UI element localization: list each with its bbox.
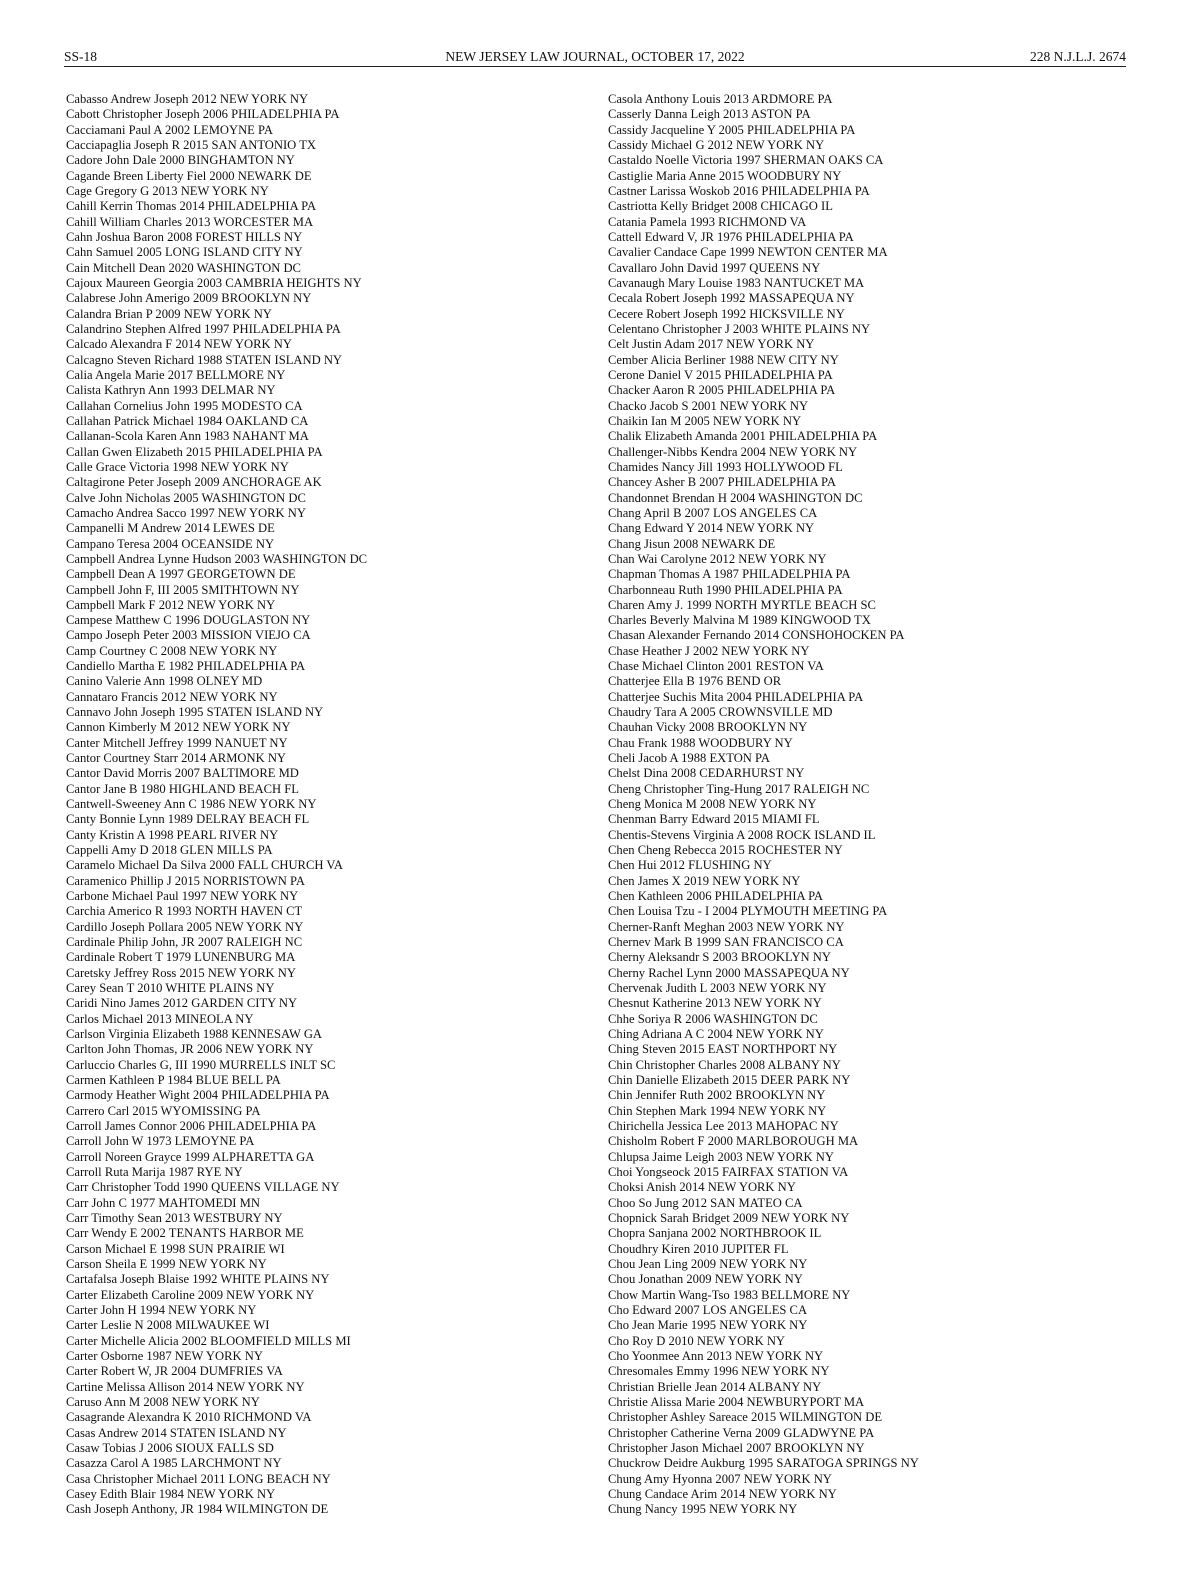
list-item: Cahill Kerrin Thomas 2014 PHILADELPHIA PA — [66, 199, 317, 214]
list-item: Carter Osborne 1987 NEW YORK NY — [66, 1348, 263, 1363]
list-item: Cember Alicia Berliner 1988 NEW CITY NY — [608, 352, 839, 367]
list-item: Cavanaugh Mary Louise 1983 NANTUCKET MA — [608, 275, 865, 290]
list-item: Chuckrow Deidre Aukburg 1995 SARATOGA SPRINGS NY — [608, 1456, 919, 1471]
list-item: Cantor David Morris 2007 BALTIMORE MD — [66, 766, 299, 781]
list-item: Chase Heather J 2002 NEW YORK NY — [608, 643, 810, 658]
list-item: Casey Edith Blair 1984 NEW YORK NY — [66, 1486, 276, 1501]
list-item: Chacko Jacob S 2001 NEW YORK NY — [608, 398, 809, 413]
list-item: Ching Steven 2015 EAST NORTHPORT NY — [608, 1042, 838, 1057]
list-item: Carlos Michael 2013 MINEOLA NY — [66, 1011, 254, 1026]
list-item: Carter Michelle Alicia 2002 BLOOMFIELD MILLS MI — [66, 1333, 351, 1348]
list-item: Carter Elizabeth Caroline 2009 NEW YORK NY — [66, 1287, 315, 1302]
list-item: Campese Matthew C 1996 DOUGLASTON NY — [66, 613, 311, 628]
list-item: Carr Christopher Todd 1990 QUEENS VILLAGE NY — [66, 1180, 340, 1195]
list-item: Cadore John Dale 2000 BINGHAMTON NY — [66, 153, 295, 168]
list-item: Calcado Alexandra F 2014 NEW YORK NY — [66, 337, 292, 352]
list-item: Casola Anthony Louis 2013 ARDMORE PA — [608, 92, 833, 106]
list-item: Cherny Rachel Lynn 2000 MASSAPEQUA NY — [608, 965, 850, 980]
list-item: Chlupsa Jaime Leigh 2003 NEW YORK NY — [608, 1149, 834, 1164]
list-item: Canty Kristin A 1998 PEARL RIVER NY — [66, 827, 279, 842]
list-item: Campbell Mark F 2012 NEW YORK NY — [66, 597, 276, 612]
list-item: Cho Roy D 2010 NEW YORK NY — [608, 1333, 786, 1348]
list-item: Christie Alissa Marie 2004 NEWBURYPORT MA — [608, 1394, 865, 1409]
list-item: Calia Angela Marie 2017 BELLMORE NY — [66, 367, 286, 382]
list-item: Chhe Soriya R 2006 WASHINGTON DC — [608, 1011, 818, 1026]
list-item: Charles Beverly Malvina M 1989 KINGWOOD TX — [608, 613, 871, 628]
list-item: Chamides Nancy Jill 1993 HOLLYWOOD FL — [608, 459, 843, 474]
list-item: Carr Timothy Sean 2013 WESTBURY NY — [66, 1210, 283, 1225]
list-item: Cardinale Philip John, JR 2007 RALEIGH NC — [66, 935, 303, 950]
list-item: Cassidy Michael G 2012 NEW YORK NY — [608, 137, 825, 152]
list-item: Cavalier Candace Cape 1999 NEWTON CENTER MA — [608, 245, 888, 260]
list-item: Cherny Aleksandr S 2003 BROOKLYN NY — [608, 950, 831, 965]
list-item: Chou Jean Ling 2009 NEW YORK NY — [608, 1256, 808, 1271]
list-item: Cecere Robert Joseph 1992 HICKSVILLE NY — [608, 306, 845, 321]
list-item: Callanan-Scola Karen Ann 1983 NAHANT MA — [66, 429, 309, 444]
list-item: Calandra Brian P 2009 NEW YORK NY — [66, 306, 272, 321]
list-item: Carter John H 1994 NEW YORK NY — [66, 1302, 257, 1317]
list-item: Christian Brielle Jean 2014 ALBANY NY — [608, 1379, 822, 1394]
list-item: Casserly Danna Leigh 2013 ASTON PA — [608, 107, 811, 122]
list-item: Carroll James Connor 2006 PHILADELPHIA PA — [66, 1118, 317, 1133]
right-column-list — [608, 92, 1148, 1518]
list-item: Cardillo Joseph Pollara 2005 NEW YORK NY — [66, 919, 304, 934]
list-item: Cahn Joshua Baron 2008 FOREST HILLS NY — [66, 229, 303, 244]
list-item: Callahan Patrick Michael 1984 OAKLAND CA — [66, 413, 309, 428]
list-item: Carter Leslie N 2008 MILWAUKEE WI — [66, 1318, 270, 1333]
list-item: Cartine Melissa Allison 2014 NEW YORK NY — [66, 1379, 305, 1394]
list-item: Cartafalsa Joseph Blaise 1992 WHITE PLAINS NY — [66, 1272, 330, 1287]
list-item: Chung Amy Hyonna 2007 NEW YORK NY — [608, 1471, 832, 1486]
list-item: Calcagno Steven Richard 1988 STATEN ISLAND NY — [66, 352, 343, 367]
left-column-list — [66, 92, 546, 1518]
list-item: Cabott Christopher Joseph 2006 PHILADELPHIA PA — [66, 107, 340, 122]
list-item: Casaw Tobias J 2006 SIOUX FALLS SD — [66, 1440, 274, 1455]
list-item: Campbell Andrea Lynne Hudson 2003 WASHINGTON DC — [66, 551, 368, 566]
list-item: Callan Gwen Elizabeth 2015 PHILADELPHIA PA — [66, 444, 323, 459]
list-item: Chernev Mark B 1999 SAN FRANCISCO CA — [608, 935, 844, 950]
list-item: Castaldo Noelle Victoria 1997 SHERMAN OAKS CA — [608, 153, 884, 168]
list-item: Carroll Noreen Grayce 1999 ALPHARETTA GA — [66, 1149, 315, 1164]
list-item: Cash Joseph Anthony, JR 1984 WILMINGTON DE — [66, 1502, 329, 1517]
list-item: Choksi Anish 2014 NEW YORK NY — [608, 1180, 796, 1195]
list-item: Caramelo Michael Da Silva 2000 FALL CHURCH VA — [66, 858, 343, 873]
list-item: Chow Martin Wang-Tso 1983 BELLMORE NY — [608, 1287, 851, 1302]
list-item: Chin Christopher Charles 2008 ALBANY NY — [608, 1057, 841, 1072]
list-item: Chalik Elizabeth Amanda 2001 PHILADELPHIA PA — [608, 429, 878, 444]
list-item: Cecala Robert Joseph 1992 MASSAPEQUA NY — [608, 291, 855, 306]
list-item: Choudhry Kiren 2010 JUPITER FL — [608, 1241, 789, 1256]
list-item: Chang Edward Y 2014 NEW YORK NY — [608, 521, 815, 536]
list-item: Casazza Carol A 1985 LARCHMONT NY — [66, 1456, 282, 1471]
list-item: Chirichella Jessica Lee 2013 MAHOPAC NY — [608, 1118, 839, 1133]
list-item: Challenger-Nibbs Kendra 2004 NEW YORK NY — [608, 444, 858, 459]
list-item: Charbonneau Ruth 1990 PHILADELPHIA PA — [608, 582, 843, 597]
list-item: Carlton John Thomas, JR 2006 NEW YORK NY — [66, 1042, 314, 1057]
list-item: Carlson Virginia Elizabeth 1988 KENNESAW GA — [66, 1027, 323, 1042]
list-item: Camacho Andrea Sacco 1997 NEW YORK NY — [66, 505, 306, 520]
list-item: Chaikin Ian M 2005 NEW YORK NY — [608, 413, 802, 428]
list-item: Calabrese John Amerigo 2009 BROOKLYN NY — [66, 291, 312, 306]
list-item: Chapman Thomas A 1987 PHILADELPHIA PA — [608, 567, 851, 582]
list-item: Callahan Cornelius John 1995 MODESTO CA — [66, 398, 303, 413]
list-item: Chou Jonathan 2009 NEW YORK NY — [608, 1272, 803, 1287]
list-item: Chresomales Emmy 1996 NEW YORK NY — [608, 1364, 830, 1379]
list-item: Cheli Jacob A 1988 EXTON PA — [608, 751, 770, 766]
list-item: Chung Candace Arim 2014 NEW YORK NY — [608, 1486, 837, 1501]
list-item: Carter Robert W, JR 2004 DUMFRIES VA — [66, 1364, 283, 1379]
list-item: Chen Kathleen 2006 PHILADELPHIA PA — [608, 889, 824, 904]
list-item: Chancey Asher B 2007 PHILADELPHIA PA — [608, 475, 836, 490]
list-item: Chopnick Sarah Bridget 2009 NEW YORK NY — [608, 1210, 850, 1225]
list-item: Cahn Samuel 2005 LONG ISLAND CITY NY — [66, 245, 303, 260]
list-item: Christopher Jason Michael 2007 BROOKLYN NY — [608, 1440, 865, 1455]
list-item: Choo So Jung 2012 SAN MATEO CA — [608, 1195, 803, 1210]
list-item: Chin Stephen Mark 1994 NEW YORK NY — [608, 1103, 827, 1118]
list-item: Carbone Michael Paul 1997 NEW YORK NY — [66, 889, 299, 904]
list-item: Chan Wai Carolyne 2012 NEW YORK NY — [608, 551, 827, 566]
list-item: Caltagirone Peter Joseph 2009 ANCHORAGE AK — [66, 475, 322, 490]
list-item: Chatterjee Ella B 1976 BEND OR — [608, 674, 782, 689]
list-item: Chopra Sanjana 2002 NORTHBROOK IL — [608, 1226, 822, 1241]
list-item: Chen Louisa Tzu - I 2004 PLYMOUTH MEETING PA — [608, 904, 888, 919]
list-item: Castiglie Maria Anne 2015 WOODBURY NY — [608, 168, 842, 183]
list-item: Chatterjee Suchis Mita 2004 PHILADELPHIA PA — [608, 689, 864, 704]
list-item: Chen Cheng Rebecca 2015 ROCHESTER NY — [608, 843, 843, 858]
list-item: Casa Christopher Michael 2011 LONG BEACH NY — [66, 1471, 331, 1486]
list-item: Carmen Kathleen P 1984 BLUE BELL PA — [66, 1073, 281, 1087]
list-item: Cavallaro John David 1997 QUEENS NY — [608, 260, 821, 275]
list-item: Candiello Martha E 1982 PHILADELPHIA PA — [66, 659, 306, 674]
list-item: Canino Valerie Ann 1998 OLNEY MD — [66, 674, 263, 689]
list-item: Carrero Carl 2015 WYOMISSING PA — [66, 1103, 261, 1118]
list-item: Camp Courtney C 2008 NEW YORK NY — [66, 643, 278, 658]
list-item: Cannavo John Joseph 1995 STATEN ISLAND NY — [66, 705, 324, 720]
list-item: Cho Jean Marie 1995 NEW YORK NY — [608, 1318, 808, 1333]
list-item: Chelst Dina 2008 CEDARHURST NY — [608, 766, 805, 781]
list-item: Chentis-Stevens Virginia A 2008 ROCK ISLAND IL — [608, 827, 876, 842]
list-item: Caramenico Phillip J 2015 NORRISTOWN PA — [66, 873, 305, 888]
list-item: Chasan Alexander Fernando 2014 CONSHOHOCKEN PA — [608, 628, 905, 643]
list-item: Carroll Ruta Marija 1987 RYE NY — [66, 1164, 243, 1179]
list-item: Chung Nancy 1995 NEW YORK NY — [608, 1502, 798, 1517]
list-item: Cabasso Andrew Joseph 2012 NEW YORK NY — [66, 92, 309, 106]
list-item: Carr John C 1977 MAHTOMEDI MN — [66, 1195, 260, 1210]
list-item: Campano Teresa 2004 OCEANSIDE NY — [66, 536, 275, 551]
list-item: Cahill William Charles 2013 WORCESTER MA — [66, 214, 314, 229]
list-item: Cardinale Robert T 1979 LUNENBURG MA — [66, 950, 296, 965]
list-item: Calista Kathryn Ann 1993 DELMAR NY — [66, 383, 276, 398]
list-item: Canty Bonnie Lynn 1989 DELRAY BEACH FL — [66, 812, 310, 827]
list-item: Chacker Aaron R 2005 PHILADELPHIA PA — [608, 383, 836, 398]
list-item: Charen Amy J. 1999 NORTH MYRTLE BEACH SC — [608, 597, 876, 612]
list-item: Chauhan Vicky 2008 BROOKLYN NY — [608, 720, 808, 735]
list-item: Chang Jisun 2008 NEWARK DE — [608, 536, 776, 551]
list-item: Christopher Catherine Verna 2009 GLADWYNE PA — [608, 1425, 875, 1440]
list-item: Carson Michael E 1998 SUN PRAIRIE WI — [66, 1241, 285, 1256]
list-item: Choi Yongseock 2015 FAIRFAX STATION VA — [608, 1164, 849, 1179]
list-item: Cheng Christopher Ting-Hung 2017 RALEIGH NC — [608, 781, 870, 796]
list-item: Chase Michael Clinton 2001 RESTON VA — [608, 659, 824, 674]
list-item: Caruso Ann M 2008 NEW YORK NY — [66, 1394, 260, 1409]
list-item: Casagrande Alexandra K 2010 RICHMOND VA — [66, 1410, 312, 1425]
list-item: Carluccio Charles G, III 1990 MURRELLS INLT SC — [66, 1057, 336, 1072]
list-item: Cho Yoonmee Ann 2013 NEW YORK NY — [608, 1348, 824, 1363]
list-item: Cherner-Ranft Meghan 2003 NEW YORK NY — [608, 919, 845, 934]
list-item: Cheng Monica M 2008 NEW YORK NY — [608, 797, 817, 812]
list-item: Carey Sean T 2010 WHITE PLAINS NY — [66, 981, 275, 996]
list-item: Cannataro Francis 2012 NEW YORK NY — [66, 689, 278, 704]
list-item: Cacciamani Paul A 2002 LEMOYNE PA — [66, 122, 273, 137]
list-item: Carr Wendy E 2002 TENANTS HARBOR ME — [66, 1226, 304, 1241]
list-item: Chesnut Katherine 2013 NEW YORK NY — [608, 996, 822, 1011]
list-item: Chisholm Robert F 2000 MARLBOROUGH MA — [608, 1134, 859, 1149]
list-item: Chervenak Judith L 2003 NEW YORK NY — [608, 981, 827, 996]
list-item: Cappelli Amy D 2018 GLEN MILLS PA — [66, 843, 273, 858]
list-item: Chaudry Tara A 2005 CROWNSVILLE MD — [608, 705, 833, 720]
publication-title: NEW JERSEY LAW JOURNAL, OCTOBER 17, 2022 — [445, 49, 745, 64]
list-item: Chen James X 2019 NEW YORK NY — [608, 873, 801, 888]
list-item: Christopher Ashley Sareace 2015 WILMINGTON DE — [608, 1410, 883, 1425]
list-item: Campbell Dean A 1997 GEORGETOWN DE — [66, 567, 296, 582]
list-item: Carmody Heather Wight 2004 PHILADELPHIA PA — [66, 1088, 330, 1103]
list-item: Cannon Kimberly M 2012 NEW YORK NY — [66, 720, 291, 735]
list-item: Caridi Nino James 2012 GARDEN CITY NY — [66, 996, 298, 1011]
page-number: SS-18 — [64, 49, 98, 64]
list-item: Catania Pamela 1993 RICHMOND VA — [608, 214, 807, 229]
list-item: Carroll John W 1973 LEMOYNE PA — [66, 1134, 255, 1149]
list-item: Chenman Barry Edward 2015 MIAMI FL — [608, 812, 820, 827]
list-item: Cain Mitchell Dean 2020 WASHINGTON DC — [66, 260, 301, 275]
list-item: Campo Joseph Peter 2003 MISSION VIEJO CA — [66, 628, 311, 643]
list-item: Chandonnet Brendan H 2004 WASHINGTON DC — [608, 490, 863, 505]
list-item: Cagande Breen Liberty Fiel 2000 NEWARK DE — [66, 168, 312, 183]
list-item: Cho Edward 2007 LOS ANGELES CA — [608, 1302, 808, 1317]
list-item: Cerone Daniel V 2015 PHILADELPHIA PA — [608, 367, 833, 382]
list-item: Ching Adriana A C 2004 NEW YORK NY — [608, 1027, 824, 1042]
page-header — [64, 48, 1126, 67]
list-item: Chin Jennifer Ruth 2002 BROOKLYN NY — [608, 1088, 826, 1103]
list-item: Cassidy Jacqueline Y 2005 PHILADELPHIA PA — [608, 122, 856, 137]
list-item: Carson Sheila E 1999 NEW YORK NY — [66, 1256, 267, 1271]
list-item: Castriotta Kelly Bridget 2008 CHICAGO IL — [608, 199, 833, 214]
list-item: Calve John Nicholas 2005 WASHINGTON DC — [66, 490, 306, 505]
list-item: Cacciapaglia Joseph R 2015 SAN ANTONIO TX — [66, 137, 316, 152]
list-item: Carchia Americo R 1993 NORTH HAVEN CT — [66, 904, 303, 919]
list-item: Casas Andrew 2014 STATEN ISLAND NY — [66, 1425, 287, 1440]
citation: 228 N.J.L.J. 2674 — [1029, 49, 1126, 64]
list-item: Chen Hui 2012 FLUSHING NY — [608, 858, 772, 873]
list-item: Campanelli M Andrew 2014 LEWES DE — [66, 521, 275, 536]
list-item: Calle Grace Victoria 1998 NEW YORK NY — [66, 459, 289, 474]
list-item: Cage Gregory G 2013 NEW YORK NY — [66, 183, 269, 198]
list-item: Chau Frank 1988 WOODBURY NY — [608, 735, 793, 750]
list-item: Castner Larissa Woskob 2016 PHILADELPHIA PA — [608, 183, 870, 198]
list-item: Chin Danielle Elizabeth 2015 DEER PARK NY — [608, 1073, 851, 1087]
list-item: Cantwell-Sweeney Ann C 1986 NEW YORK NY — [66, 797, 317, 812]
list-item: Cantor Courtney Starr 2014 ARMONK NY — [66, 751, 287, 766]
list-item: Cantor Jane B 1980 HIGHLAND BEACH FL — [66, 781, 299, 796]
list-item: Cajoux Maureen Georgia 2003 CAMBRIA HEIGHTS NY — [66, 275, 362, 290]
list-item: Calandrino Stephen Alfred 1997 PHILADELPHIA PA — [66, 321, 341, 336]
list-item: Celentano Christopher J 2003 WHITE PLAINS NY — [608, 321, 871, 336]
list-item: Cattell Edward V, JR 1976 PHILADELPHIA PA — [608, 229, 854, 244]
list-item: Caretsky Jeffrey Ross 2015 NEW YORK NY — [66, 965, 296, 980]
list-item: Canter Mitchell Jeffrey 1999 NANUET NY — [66, 735, 288, 750]
list-item: Chang April B 2007 LOS ANGELES CA — [608, 505, 818, 520]
list-item: Celt Justin Adam 2017 NEW YORK NY — [608, 337, 815, 352]
list-item: Campbell John F, III 2005 SMITHTOWN NY — [66, 582, 300, 597]
